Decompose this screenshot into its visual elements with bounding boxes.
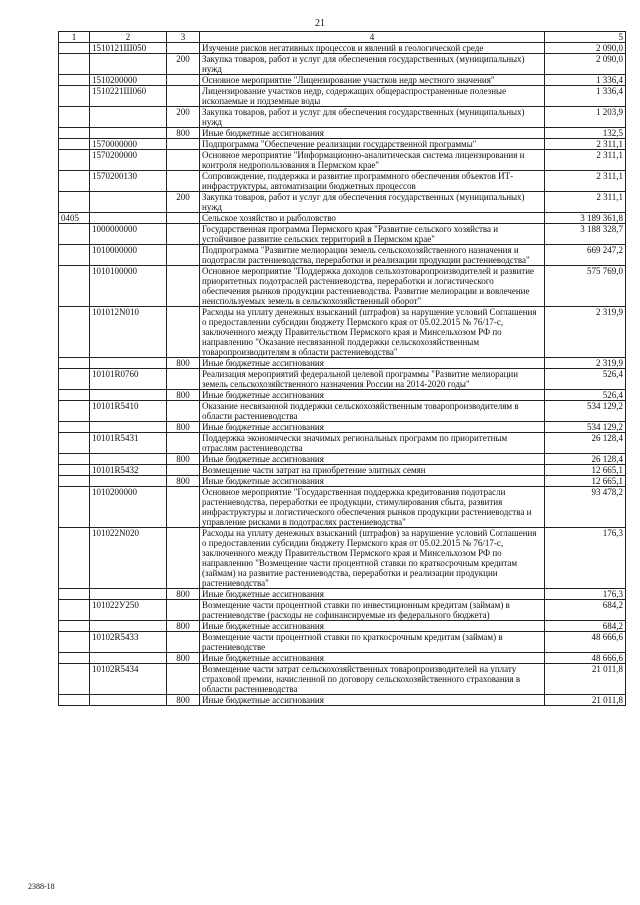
table-row [59,358,626,369]
amount-cell: 26 128,4 [545,454,626,465]
type-cell [167,600,200,621]
description-cell: Закупка товаров, работ и услуг для обеспечения государственных (муниципальных) нужд [200,107,545,128]
description-cell: Иные бюджетные ассигнования [200,358,545,369]
section-cell [59,128,90,139]
code-cell [90,213,167,224]
amount-cell: 3 188 328,7 [545,224,626,245]
code-cell [90,390,167,401]
code-cell [90,422,167,433]
code-cell [90,358,167,369]
page-number: 21 [315,18,325,29]
section-cell [59,358,90,369]
section-cell [59,465,90,476]
description-cell: Иные бюджетные ассигнования [200,695,545,706]
table-row [59,139,626,150]
description-cell: Иные бюджетные ассигнования [200,128,545,139]
section-cell [59,75,90,86]
type-cell: 800 [167,621,200,632]
amount-cell: 48 666,6 [545,653,626,664]
section-cell [59,266,90,307]
type-cell [167,139,200,150]
type-cell [167,150,200,171]
code-cell [90,476,167,487]
header-cell: 4 [200,32,545,43]
description-cell: Иные бюджетные ассигнования [200,653,545,664]
amount-cell: 3 189 361,8 [545,213,626,224]
amount-cell: 2 311,1 [545,192,626,213]
type-cell: 800 [167,589,200,600]
description-cell: Оказание несвязанной поддержки сельскохозяйственным товаропроизводителям в области растениеводства [200,401,545,422]
type-cell [167,528,200,589]
amount-cell: 21 011,8 [545,664,626,695]
type-cell [167,266,200,307]
type-cell: 800 [167,476,200,487]
code-cell: 10102R5433 [90,632,167,653]
table-row [59,75,626,86]
code-cell: 1570200000 [90,150,167,171]
type-cell [167,86,200,107]
description-cell: Лицензирование участков недр, содержащих общераспространенные полезные ископаемые и подземные воды [200,86,545,107]
section-cell [59,632,90,653]
description-cell: Иные бюджетные ассигнования [200,589,545,600]
table-row [59,600,626,621]
amount-cell: 2 311,1 [545,171,626,192]
amount-cell: 1 336,4 [545,86,626,107]
type-cell [167,213,200,224]
section-cell [59,54,90,75]
type-cell [167,75,200,86]
type-cell [167,171,200,192]
table-row [59,476,626,487]
code-cell: 101022N020 [90,528,167,589]
amount-cell: 684,2 [545,600,626,621]
amount-cell: 2 319,9 [545,307,626,358]
amount-cell: 2 311,1 [545,150,626,171]
document-footer-code: 2388-18 [28,882,55,891]
section-cell [59,224,90,245]
table-row [59,266,626,307]
type-cell [167,401,200,422]
header-cell: 3 [167,32,200,43]
section-cell [59,307,90,358]
code-cell [90,621,167,632]
description-cell: Закупка товаров, работ и услуг для обеспечения государственных (муниципальных) нужд [200,192,545,213]
table-row [59,224,626,245]
description-cell: Возмещение части затрат сельскохозяйственных товаропроизводителей на уплату страховой премии, начисленной по договору сельскохозяйственного страхования в области растениеводства [200,664,545,695]
table-row [59,390,626,401]
table-row [59,621,626,632]
description-cell: Возмещение части затрат на приобретение элитных семян [200,465,545,476]
code-cell: 1570000000 [90,139,167,150]
description-cell: Подпрограмма "Обеспечение реализации государственной программы" [200,139,545,150]
amount-cell: 575 769,0 [545,266,626,307]
description-cell: Государственная программа Пермского края "Развитие сельского хозяйства и устойчивое развитие сельских территорий в Пермском крае" [200,224,545,245]
description-cell: Иные бюджетные ассигнования [200,390,545,401]
type-cell: 800 [167,358,200,369]
section-cell [59,422,90,433]
table-row [59,245,626,266]
section-cell [59,621,90,632]
table-row [59,422,626,433]
table-row [59,369,626,390]
code-cell [90,653,167,664]
description-cell: Расходы на уплату денежных взысканий (штрафов) за нарушение условий Соглашения о предоставлении субсидии бюджету Пермского края от 05.02.2015 № 76/17-с, заключенного между Правительством Пермского края и Минсельхозом РФ по направлению "Оказание несвязанной поддержки сельскохозяйственным товаропроизводителям в области растениеводства" [200,307,545,358]
type-cell [167,369,200,390]
code-cell [90,589,167,600]
amount-cell: 2 319,9 [545,358,626,369]
amount-cell: 26 128,4 [545,433,626,454]
table-row [59,107,626,128]
type-cell [167,433,200,454]
code-cell: 1510221Ш060 [90,86,167,107]
description-cell: Изучение рисков негативных процессов и явлений в геологической среде [200,43,545,54]
description-cell: Иные бюджетные ассигнования [200,422,545,433]
type-cell [167,487,200,528]
code-cell: 1010200000 [90,487,167,528]
amount-cell: 132,5 [545,128,626,139]
section-cell [59,528,90,589]
section-cell [59,664,90,695]
amount-cell: 1 203,9 [545,107,626,128]
amount-cell: 669 247,2 [545,245,626,266]
description-cell: Иные бюджетные ассигнования [200,454,545,465]
type-cell: 800 [167,422,200,433]
table-row [59,150,626,171]
code-cell [90,192,167,213]
section-cell [59,653,90,664]
section-cell [59,589,90,600]
type-cell [167,245,200,266]
section-cell [59,487,90,528]
amount-cell: 534 129,2 [545,422,626,433]
section-cell [59,390,90,401]
description-cell: Основное мероприятие "Лицензирование участков недр местного значения" [200,75,545,86]
table-row [59,128,626,139]
section-cell [59,107,90,128]
section-cell [59,43,90,54]
section-cell [59,245,90,266]
header-cell: 5 [545,32,626,43]
code-cell: 101012N010 [90,307,167,358]
budget-table [58,31,626,706]
type-cell: 200 [167,54,200,75]
table-row [59,213,626,224]
description-cell: Сопровождение, поддержка и развитие программного обеспечения объектов ИТ-инфраструктуры, автоматизации бюджетных процессов [200,171,545,192]
table-row [59,632,626,653]
section-cell [59,86,90,107]
type-cell: 800 [167,390,200,401]
amount-cell: 2 090,0 [545,54,626,75]
code-cell: 10101R0760 [90,369,167,390]
table-row [59,695,626,706]
code-cell: 1010100000 [90,266,167,307]
description-cell: Закупка товаров, работ и услуг для обеспечения государственных (муниципальных) нужд [200,54,545,75]
code-cell: 10101R5431 [90,433,167,454]
description-cell: Основное мероприятие "Информационно-аналитическая система лицензирования и контроля недропользования в Пермском крае" [200,150,545,171]
table-row [59,487,626,528]
table-row [59,454,626,465]
table-row [59,307,626,358]
type-cell [167,465,200,476]
table-row [59,171,626,192]
code-cell: 1510121Ш050 [90,43,167,54]
amount-cell: 12 665,1 [545,476,626,487]
section-cell [59,150,90,171]
code-cell: 1000000000 [90,224,167,245]
amount-cell: 176,3 [545,589,626,600]
amount-cell: 526,4 [545,390,626,401]
table-row [59,465,626,476]
table-row [59,528,626,589]
description-cell: Сельское хозяйство и рыболовство [200,213,545,224]
code-cell [90,54,167,75]
header-cell: 1 [59,32,90,43]
code-cell [90,128,167,139]
amount-cell: 684,2 [545,621,626,632]
section-cell [59,401,90,422]
section-cell [59,454,90,465]
amount-cell: 176,3 [545,528,626,589]
amount-cell: 12 665,1 [545,465,626,476]
code-cell [90,107,167,128]
description-cell: Расходы на уплату денежных взысканий (штрафов) за нарушение условий Соглашения о предоставлении субсидии бюджету Пермского края от 05.02.2015 № 76/17-с, заключенного между Правительством Пермского края и Минсельхозом РФ по направлению "Возмещение части процентной ставки по краткосрочным кредитам (займам) на развитие растениеводства, переработки и реализации продукции растениеводства" [200,528,545,589]
amount-cell: 526,4 [545,369,626,390]
amount-cell: 2 090,0 [545,43,626,54]
amount-cell: 2 311,1 [545,139,626,150]
table-row [59,401,626,422]
table-row [59,86,626,107]
table-row [59,589,626,600]
section-cell [59,695,90,706]
type-cell: 800 [167,454,200,465]
type-cell: 800 [167,653,200,664]
code-cell: 10102R5434 [90,664,167,695]
code-cell: 1010000000 [90,245,167,266]
type-cell [167,224,200,245]
table-row [59,43,626,54]
code-cell: 10101R5410 [90,401,167,422]
section-cell [59,600,90,621]
code-cell: 1570200130 [90,171,167,192]
type-cell [167,43,200,54]
description-cell: Иные бюджетные ассигнования [200,476,545,487]
amount-cell: 21 011,8 [545,695,626,706]
description-cell: Основное мероприятие "Государственная поддержка кредитования подотрасли растениеводства, переработки ее продукции, стимулирования сбыта, развития инфраструктуры и логистического обеспечения рынков продукции растениеводства и управление рисками в подотраслях растениеводства" [200,487,545,528]
table-row [59,54,626,75]
description-cell: Подпрограмма "Развитие мелиорации земель сельскохозяйственного назначения и подотрасли растениеводства, переработки и реализации продукции растениеводства" [200,245,545,266]
header-cell: 2 [90,32,167,43]
description-cell: Поддержка экономически значимых региональных программ по приоритетным отраслям растениеводства [200,433,545,454]
table-row [59,433,626,454]
type-cell [167,664,200,695]
description-cell: Возмещение части процентной ставки по инвестиционным кредитам (займам) в растениеводстве (расходы не софинансируемые из федерального бюджета) [200,600,545,621]
code-cell: 10101R5432 [90,465,167,476]
type-cell: 800 [167,695,200,706]
amount-cell: 534 129,2 [545,401,626,422]
section-cell [59,171,90,192]
section-cell [59,476,90,487]
description-cell: Основное мероприятие "Поддержка доходов сельхозтоваропроизводителей и развитие приоритетных подотраслей растениеводства, переработки и логистического обеспечения рынков продукции растениеводства. Развитие мелиорации и вовлечение неиспользуемых земель в сельскохозяйственный оборот" [200,266,545,307]
description-cell: Возмещение части процентной ставки по краткосрочным кредитам (займам) в растениеводстве [200,632,545,653]
amount-cell: 1 336,4 [545,75,626,86]
type-cell: 800 [167,128,200,139]
header-row [59,32,626,43]
section-cell: 0405 [59,213,90,224]
code-cell [90,695,167,706]
type-cell: 200 [167,192,200,213]
description-cell: Реализация мероприятий федеральной целевой программы "Развитие мелиорации земель сельскохозяйственного назначения России на 2014-2020 годы" [200,369,545,390]
table-row [59,664,626,695]
code-cell: 101022У250 [90,600,167,621]
amount-cell: 93 478,2 [545,487,626,528]
table-row [59,653,626,664]
amount-cell: 48 666,6 [545,632,626,653]
section-cell [59,139,90,150]
section-cell [59,433,90,454]
type-cell: 200 [167,107,200,128]
section-cell [59,192,90,213]
code-cell: 1510200000 [90,75,167,86]
description-cell: Иные бюджетные ассигнования [200,621,545,632]
table-row [59,192,626,213]
type-cell [167,632,200,653]
type-cell [167,307,200,358]
code-cell [90,454,167,465]
section-cell [59,369,90,390]
